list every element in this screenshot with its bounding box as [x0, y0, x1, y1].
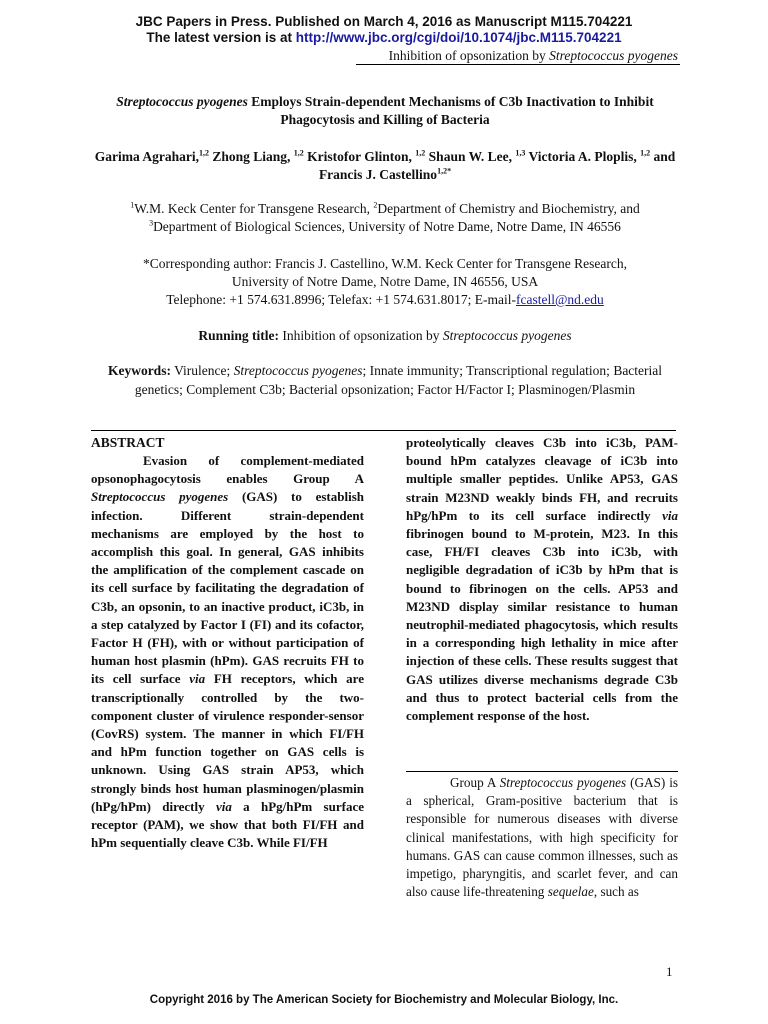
- copyright-notice: Copyright 2016 by The American Society for Biochemistry and Molecular Biology, Inc.: [149, 994, 619, 1006]
- affiliation-line: [60, 218, 710, 236]
- introduction-paragraph: [406, 774, 678, 901]
- running-title-label: Running title:: [198, 328, 279, 343]
- affiliation-text: W.M. Keck Center for Transgene Research,: [134, 201, 374, 216]
- corresponding-line: *Corresponding author: Francis J. Castellino, W.M. Keck Center for Transgene Research,: [142, 256, 628, 271]
- affiliation-text: Department of Chemistry and Biochemistry, and: [377, 201, 640, 216]
- affiliation-text: Department of Biological Sciences, University of Notre Dame, Notre Dame, IN 46556: [153, 219, 621, 234]
- jbc-banner: [0, 14, 768, 46]
- author-affiliation-mark: 1,2: [293, 148, 304, 158]
- corresponding-author: [60, 255, 710, 309]
- author-affiliation-mark: 1,2*: [437, 166, 452, 176]
- header-rule: [356, 64, 680, 65]
- abstract-heading: ABSTRACT: [91, 435, 165, 450]
- running-header-organism: Streptococcus pyogenes: [549, 48, 678, 63]
- author-affiliation-mark: 1,2: [198, 148, 209, 158]
- running-header-text: Inhibition of opsonization by: [388, 48, 550, 63]
- author-affiliation-mark: 1,2: [415, 148, 426, 158]
- abstract-text: proteolytically cleaves C3b into iC3b, PAM-bound hPm catalyzes cleavage of iC3b into multiple smaller peptides. Unlike AP53, GAS strain M23ND weakly binds FH, and recruits hPg/hPm to its cell surface indirectly: [406, 435, 678, 523]
- keywords: [90, 362, 680, 399]
- affiliation-line: [60, 200, 710, 218]
- affiliation-number: 2: [373, 200, 378, 210]
- abstract-text: FH receptors, which are transcriptionally controlled by the two-component cluster of virulence responder-sensor (CovRS) system. The manner in which FI/FH and hPm function together on GAS cells is unknown. Using GAS strain AP53, which strongly binds host human plasminogen/plasmin (hPg/hPm) directly: [91, 671, 364, 814]
- abstract-text: Evasion of complement-mediated opsonophagocytosis enables Group A: [91, 453, 364, 487]
- jbc-banner-line2-prefix: The latest version is at: [146, 30, 296, 45]
- jbc-banner-line1: JBC Papers in Press. Published on March 4, 2016 as Manuscript M115.704221: [135, 14, 633, 29]
- corresponding-line: [60, 291, 710, 309]
- contact-numbers: Telephone: +1 574.631.8996; Telefax: +1 574.631.8017; E-mail-: [166, 292, 516, 307]
- paper-title-organism: Streptococcus pyogenes: [116, 94, 248, 109]
- abstract-emphasis: via: [215, 798, 232, 814]
- author-name: Zhong Liang,: [212, 149, 291, 164]
- intro-emphasis: sequelae: [547, 884, 594, 900]
- keywords-organism: Streptococcus pyogenes: [233, 363, 363, 378]
- doi-link[interactable]: http://www.jbc.org/cgi/doi/10.1074/jbc.M115.704221: [295, 30, 622, 45]
- intro-organism: Streptococcus pyogenes: [499, 775, 627, 790]
- running-title-text: Inhibition of opsonization by: [278, 328, 443, 343]
- author-name: Victoria A. Ploplis,: [528, 149, 637, 164]
- keywords-label: Keywords:: [107, 363, 171, 378]
- running-title: [60, 327, 710, 345]
- author-affiliation-mark: 1,3: [515, 148, 526, 158]
- intro-divider: [406, 771, 678, 772]
- running-header: [0, 48, 678, 64]
- abstract-text: (GAS) to establish infection. Different strain-dependent mechanisms are employed by the host to accomplish this goal. In general, GAS inhibits the amplification of the complement cascade on its cell surface by facilitating the degradation of C3b, an opsonin, to an inactive product, iC3b, in a step catalyzed by Factor I (FI) and its cofactor, Factor H (FH), with or without participation of human host plasmin (hPm). GAS recruits FH to its cell surface: [91, 489, 365, 687]
- affiliation-number: 1: [130, 200, 135, 210]
- abstract-emphasis: via: [662, 507, 678, 523]
- abstract-left-column: [91, 452, 364, 852]
- intro-text: Group A: [450, 775, 500, 790]
- author-list: [85, 148, 685, 184]
- author-name: and Francis J. Castellino: [318, 149, 676, 182]
- affiliation-number: 3: [149, 218, 154, 228]
- paper-title-rest: Employs Strain-dependent Mechanisms of C3b Inactivation to Inhibit Phagocytosis and Killing of Bacteria: [247, 94, 654, 127]
- email-link[interactable]: fcastell@nd.edu: [516, 292, 604, 307]
- affiliations: [60, 200, 710, 236]
- author-name: Kristofor Glinton,: [307, 149, 412, 164]
- intro-text: (GAS) is a spherical, Gram-positive bacterium that is responsible for numerous diseases with diverse clinical manifestations, with high specificity for humans. GAS can cause common illnesses, such as impetigo, pharyngitis, and scarlet fever, and can also cause life-threatening: [406, 775, 678, 900]
- abstract-organism: Streptococcus pyogenes: [91, 489, 229, 505]
- author-name: Shaun W. Lee,: [428, 149, 512, 164]
- author-affiliation-mark: 1,2: [640, 148, 651, 158]
- abstract-text: a hPg/hPm surface receptor (PAM), we show that both FI/FH and hPm sequentially cleave C3b. While FI/FH: [91, 798, 364, 851]
- section-divider: [91, 430, 676, 431]
- keywords-text: ; Innate immunity; Transcriptional regulation; Bacterial genetics; Complement C3b; Bacterial opsonization; Factor H/Factor I; Plasminogen/Plasmin: [134, 363, 663, 397]
- corresponding-line: University of Notre Dame, Notre Dame, IN 46556, USA: [231, 274, 539, 289]
- abstract-emphasis: via: [189, 671, 206, 687]
- keywords-text: Virulence;: [170, 363, 234, 378]
- abstract-right-column: [406, 434, 678, 725]
- jbc-banner-line2: [0, 30, 768, 46]
- running-title-organism: Streptococcus pyogenes: [442, 328, 572, 343]
- page-number: 1: [666, 964, 673, 979]
- paper-title: [85, 93, 685, 129]
- author-name: Garima Agrahari,: [94, 149, 199, 164]
- intro-text: , such as: [593, 884, 639, 900]
- abstract-text: fibrinogen bound to M-protein, M23. In this case, FH/FI cleaves C3b into iC3b, with negligible degradation of iC3b by hPm that is bound to fibrinogen on the cells. AP53 and M23ND display similar resistance to human neutrophil-mediated phagocytosis, which results in a corresponding high lethality in mice after injection of these cells. These results suggest that GAS utilizes diverse mechanisms degrade C3b and thus to protect bacterial cells from the complement response of the host.: [406, 526, 678, 724]
